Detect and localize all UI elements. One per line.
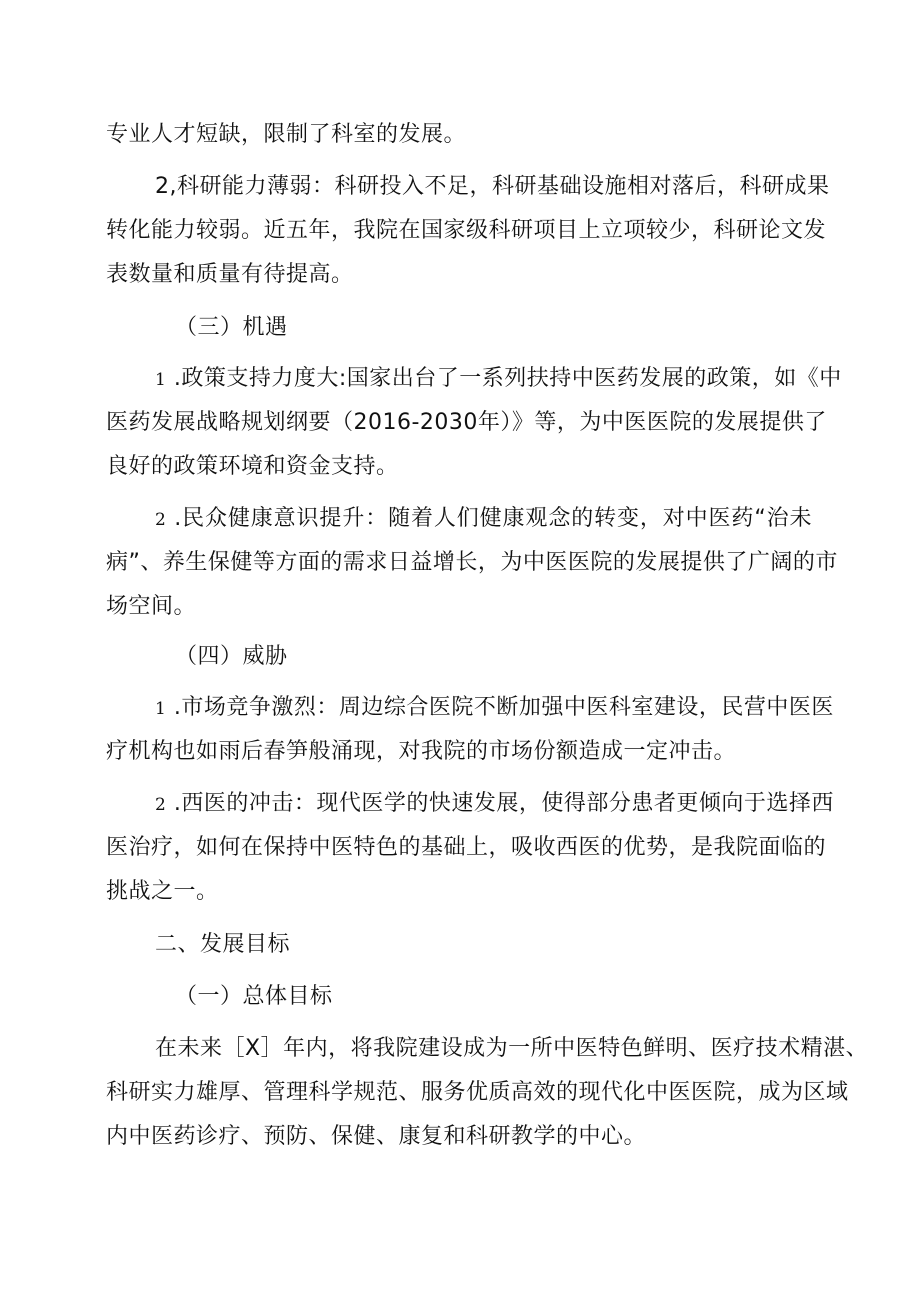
item-text: .民众健康意识提升：随着人们健康观念的转变，对中医药“治未 [166, 506, 812, 531]
goal-paragraph-line: 科研实力雄厚、管理科学规范、服务优质高效的现代化中医医院，成为区域 [106, 1080, 849, 1105]
weakness-item-2-line: 转化能力较弱。近五年，我院在国家级科研项目上立项较少，科研论文发 [106, 218, 827, 243]
paragraph-line: 专业人才短缺，限制了科室的发展。 [106, 122, 467, 147]
opportunity-item-1-line: 良好的政策环境和资金支持。 [106, 454, 399, 479]
weakness-item-2-line: 2,科研能力薄弱：科研投入不足，科研基础设施相对落后，科研成果 [155, 174, 830, 199]
threat-item-2-line: 挑战之一。 [106, 879, 219, 904]
section-heading-opportunities: （三）机遇 [175, 315, 288, 340]
goal-paragraph-line: 内中医药诊疗、预防、保健、康复和科研教学的中心。 [106, 1124, 647, 1149]
subsection-heading-overall-goal: （一）总体目标 [175, 984, 333, 1009]
item-number: 2 [155, 795, 167, 815]
section-heading-threats: （四）威胁 [175, 644, 288, 669]
opportunity-item-2-line [155, 504, 812, 535]
threat-item-2-line [155, 789, 834, 820]
weakness-item-2-line: 表数量和质量有待提高。 [106, 262, 354, 287]
opportunity-item-1-line: 医药发展战略规划纲要（2016-2030年）》等，为中医医院的发展提供了 [106, 410, 827, 435]
item-text: .政策支持力度大:国家出台了一系列扶持中医药发展的政策，如《中 [166, 366, 842, 391]
opportunity-item-2-line: 场空间。 [106, 594, 197, 619]
opportunity-item-2-line: 病”、养生保健等方面的需求日益增长，为中医医院的发展提供了广阔的市 [106, 550, 838, 575]
threat-item-2-line: 医治疗，如何在保持中医特色的基础上，吸收西医的优势，是我院面临的 [106, 835, 827, 860]
item-number: 1 [155, 370, 167, 390]
section-heading-goals: 二、发展目标 [155, 932, 291, 957]
item-text: .西医的冲击：现代医学的快速发展，使得部分患者更倾向于选择西 [166, 791, 834, 816]
opportunity-item-1-line [155, 364, 842, 395]
goal-paragraph-line: 在未来［X］年内，将我院建设成为一所中医特色鲜明、医疗技术精湛、 [155, 1036, 869, 1061]
item-text: .市场竞争激烈：周边综合医院不断加强中医科室建设，民营中医医 [166, 695, 834, 720]
threat-item-1-line: 疗机构也如雨后春笋般涌现，对我院的市场份额造成一定冲击。 [106, 739, 737, 764]
item-number: 1 [155, 699, 167, 719]
item-number: 2 [155, 510, 167, 530]
threat-item-1-line [155, 693, 834, 724]
